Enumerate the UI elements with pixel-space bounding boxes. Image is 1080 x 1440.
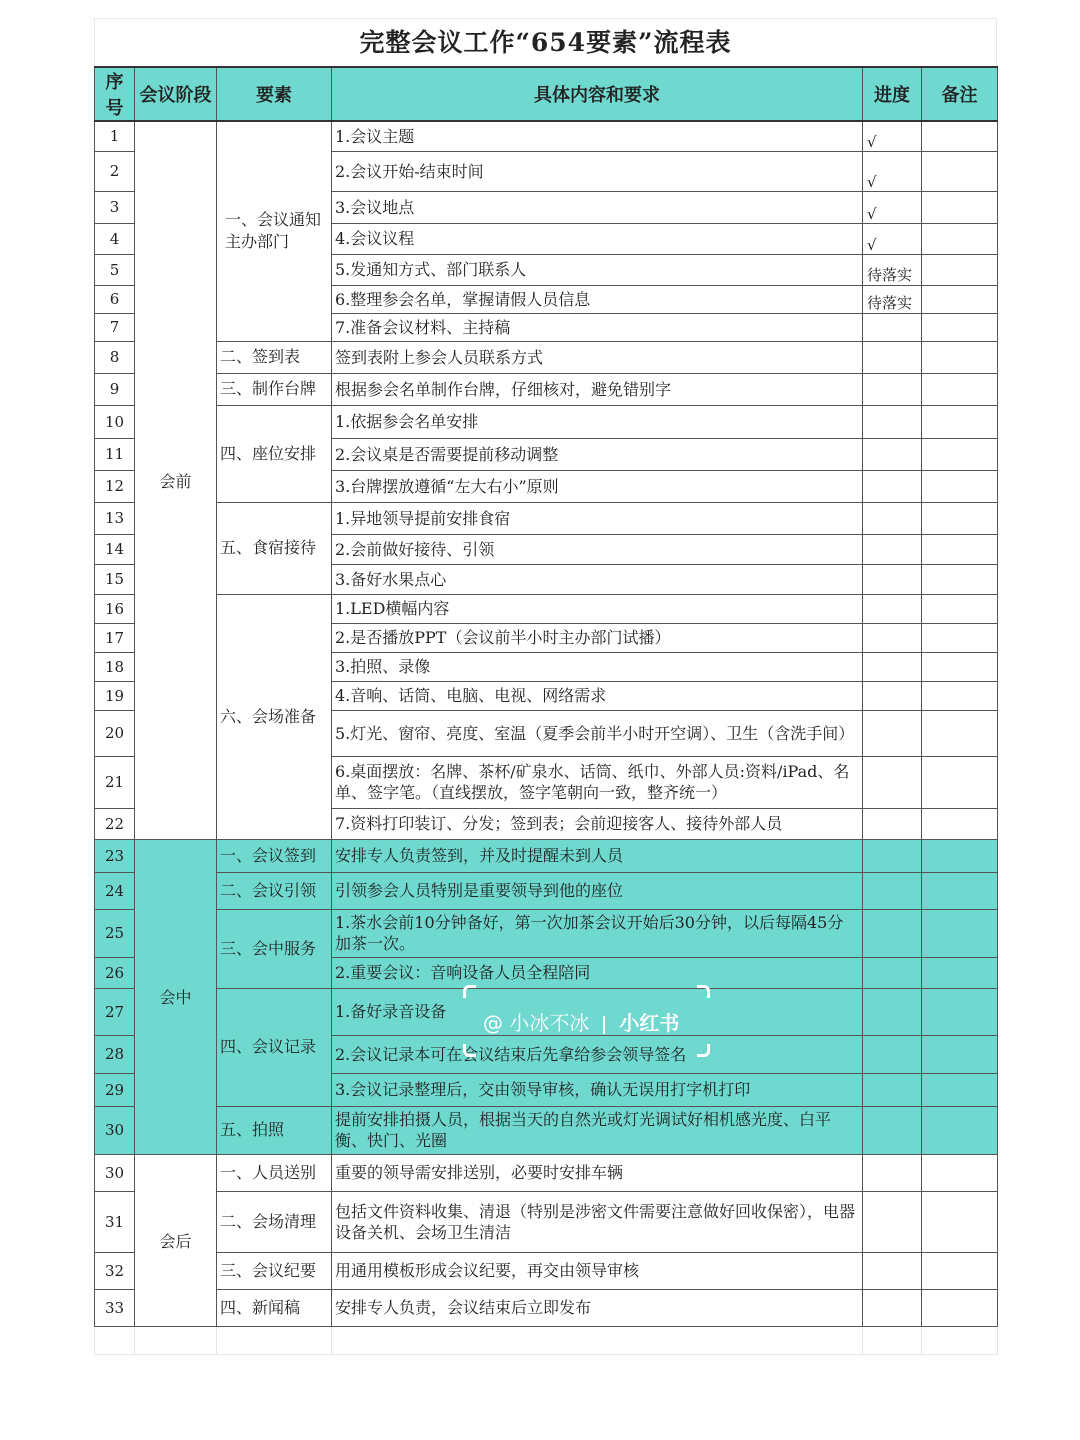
watermark-handle: @ 小冰不冰 <box>483 1011 590 1035</box>
row-number: 11 <box>95 438 135 470</box>
row-number: 12 <box>95 470 135 502</box>
spreadsheet <box>94 18 997 1355</box>
empty-row <box>95 1326 998 1354</box>
row-number: 22 <box>95 808 135 839</box>
phase-during: 会中 <box>135 839 217 1154</box>
progress-cell <box>863 1252 922 1289</box>
row-number: 23 <box>95 839 135 872</box>
progress-cell <box>863 681 922 710</box>
content-cell: 引领参会人员特别是重要领导到他的座位 <box>332 872 863 909</box>
content-cell: 提前安排拍摄人员，根据当天的自然光或灯光调试好相机感光度、白平衡、快门、光圈 <box>332 1106 863 1154</box>
progress-cell <box>863 438 922 470</box>
progress-cell: √ <box>863 121 922 151</box>
content-cell: 安排专人负责，会议结束后立即发布 <box>332 1289 863 1326</box>
table-row <box>95 1154 998 1191</box>
progress-cell <box>863 534 922 564</box>
remarks-cell <box>922 839 998 872</box>
remarks-cell <box>922 534 998 564</box>
watermark-text <box>483 1007 679 1036</box>
table-row <box>95 1191 998 1252</box>
row-number: 31 <box>95 1191 135 1252</box>
row-number: 2 <box>95 151 135 191</box>
content-cell: 重要的领导需安排送别，必要时安排车辆 <box>332 1154 863 1191</box>
content-cell: 5.发通知方式、部门联系人 <box>332 254 863 285</box>
header-row <box>95 67 998 121</box>
empty-cell <box>217 1326 332 1354</box>
remarks-cell <box>922 254 998 285</box>
remarks-cell <box>922 1252 998 1289</box>
table-row <box>95 872 998 909</box>
table-row <box>95 1106 998 1154</box>
page-title: 完整会议工作“654要素”流程表 <box>94 18 997 66</box>
progress-cell <box>863 710 922 756</box>
row-number: 8 <box>95 341 135 373</box>
progress-cell <box>863 623 922 652</box>
content-cell: 7.准备会议材料、主持稿 <box>332 313 863 341</box>
watermark-brand: 小红书 <box>619 1011 680 1035</box>
row-number: 19 <box>95 681 135 710</box>
progress-cell: √ <box>863 151 922 191</box>
content-cell: 1.茶水会前10分钟备好，第一次加茶会议开始后30分钟，以后每隔45分加茶一次。 <box>332 909 863 957</box>
content-cell: 3.拍照、录像 <box>332 652 863 681</box>
progress-cell <box>863 373 922 405</box>
progress-cell <box>863 909 922 957</box>
element-guiding: 二、会议引领 <box>217 872 332 909</box>
remarks-cell <box>922 1073 998 1106</box>
remarks-cell <box>922 341 998 373</box>
row-number: 13 <box>95 502 135 534</box>
content-cell: 签到表附上参会人员联系方式 <box>332 341 863 373</box>
empty-cell <box>332 1326 863 1354</box>
progress-cell <box>863 756 922 808</box>
watermark-divider <box>603 1016 605 1034</box>
progress-cell <box>863 1035 922 1073</box>
element-cleanup: 二、会场清理 <box>217 1191 332 1252</box>
remarks-cell <box>922 808 998 839</box>
remarks-cell <box>922 405 998 438</box>
row-number: 29 <box>95 1073 135 1106</box>
progress-cell <box>863 405 922 438</box>
table-row <box>95 121 998 151</box>
content-cell: 2.重要会议：音响设备人员全程陪同 <box>332 957 863 988</box>
element-press: 四、新闻稿 <box>217 1289 332 1326</box>
content-cell: 3.会议记录整理后，交由领导审核，确认无误用打字机打印 <box>332 1073 863 1106</box>
progress-cell <box>863 313 922 341</box>
watermark <box>463 985 710 1057</box>
header-element: 要素 <box>217 67 332 121</box>
progress-cell <box>863 1289 922 1326</box>
table-row <box>95 839 998 872</box>
progress-cell <box>863 1073 922 1106</box>
row-number: 5 <box>95 254 135 285</box>
row-number: 21 <box>95 756 135 808</box>
content-cell: 4.音响、话筒、电脑、电视、网络需求 <box>332 681 863 710</box>
remarks-cell <box>922 872 998 909</box>
table-row <box>95 502 998 534</box>
content-cell: 1.备好录音设备 <box>332 988 863 1035</box>
content-cell: 2.会前做好接待、引领 <box>332 534 863 564</box>
remarks-cell <box>922 756 998 808</box>
content-cell: 包括文件资料收集、清退（特别是涉密文件需要注意做好回收保密），电器设备关机、会场卫生清洁 <box>332 1191 863 1252</box>
remarks-cell <box>922 1191 998 1252</box>
watermark-corner <box>463 985 476 998</box>
header-no: 序号 <box>95 67 135 121</box>
header-phase: 会议阶段 <box>135 67 217 121</box>
row-number: 25 <box>95 909 135 957</box>
empty-cell <box>922 1326 998 1354</box>
row-number: 24 <box>95 872 135 909</box>
header-remarks: 备注 <box>922 67 998 121</box>
content-cell: 2.会议桌是否需要提前移动调整 <box>332 438 863 470</box>
content-cell: 4.会议议程 <box>332 223 863 254</box>
progress-cell <box>863 502 922 534</box>
progress-cell: 待落实 <box>863 285 922 313</box>
element-notice: 一、会议通知主办部门 <box>217 121 332 341</box>
remarks-cell <box>922 1106 998 1154</box>
progress-cell <box>863 808 922 839</box>
empty-cell <box>95 1326 135 1354</box>
remarks-cell <box>922 1035 998 1073</box>
progress-cell <box>863 1191 922 1252</box>
row-number: 28 <box>95 1035 135 1073</box>
row-number: 3 <box>95 191 135 223</box>
remarks-cell <box>922 594 998 623</box>
remarks-cell <box>922 313 998 341</box>
remarks-cell <box>922 438 998 470</box>
row-number: 9 <box>95 373 135 405</box>
remarks-cell <box>922 151 998 191</box>
content-cell: 3.会议地点 <box>332 191 863 223</box>
remarks-cell <box>922 223 998 254</box>
progress-cell <box>863 988 922 1035</box>
progress-cell <box>863 1106 922 1154</box>
element-summary: 三、会议纪要 <box>217 1252 332 1289</box>
remarks-cell <box>922 957 998 988</box>
remarks-cell <box>922 121 998 151</box>
progress-cell: 待落实 <box>863 254 922 285</box>
remarks-cell <box>922 681 998 710</box>
element-checkin: 一、会议签到 <box>217 839 332 872</box>
content-cell: 1.会议主题 <box>332 121 863 151</box>
row-number: 15 <box>95 564 135 594</box>
remarks-cell <box>922 1154 998 1191</box>
progress-cell <box>863 1154 922 1191</box>
progress-cell: √ <box>863 223 922 254</box>
element-seating: 四、座位安排 <box>217 405 332 502</box>
element-hospitality: 五、食宿接待 <box>217 502 332 594</box>
watermark-corner <box>697 985 710 998</box>
content-cell: 1.LED横幅内容 <box>332 594 863 623</box>
header-content: 具体内容和要求 <box>332 67 863 121</box>
row-number: 27 <box>95 988 135 1035</box>
content-cell: 6.整理参会名单，掌握请假人员信息 <box>332 285 863 313</box>
header-progress: 进度 <box>863 67 922 121</box>
progress-cell: √ <box>863 191 922 223</box>
table-row <box>95 1252 998 1289</box>
progress-cell <box>863 564 922 594</box>
content-cell: 2.会议记录本可在会议结束后先拿给参会领导签名 <box>332 1035 863 1073</box>
row-number: 14 <box>95 534 135 564</box>
content-cell: 安排专人负责签到，并及时提醒未到人员 <box>332 839 863 872</box>
watermark-corner <box>463 1044 476 1057</box>
remarks-cell <box>922 652 998 681</box>
content-cell: 1.异地领导提前安排食宿 <box>332 502 863 534</box>
row-number: 4 <box>95 223 135 254</box>
content-cell: 3.台牌摆放遵循“左大右小”原则 <box>332 470 863 502</box>
element-minutes: 四、会议记录 <box>217 988 332 1106</box>
progress-cell <box>863 594 922 623</box>
remarks-cell <box>922 373 998 405</box>
remarks-cell <box>922 191 998 223</box>
progress-cell <box>863 470 922 502</box>
content-cell: 2.是否播放PPT（会议前半小时主办部门试播） <box>332 623 863 652</box>
row-number: 16 <box>95 594 135 623</box>
flow-table <box>94 66 998 1355</box>
row-number: 30 <box>95 1106 135 1154</box>
row-number: 18 <box>95 652 135 681</box>
element-signin-sheet: 二、签到表 <box>217 341 332 373</box>
content-cell: 6.桌面摆放：名牌、茶杯/矿泉水、话筒、纸巾、外部人员:资料/iPad、名单、签字笔。（直线摆放，签字笔朝向一致，整齐统一） <box>332 756 863 808</box>
empty-cell <box>135 1326 217 1354</box>
remarks-cell <box>922 988 998 1035</box>
row-number: 20 <box>95 710 135 756</box>
content-cell: 5.灯光、窗帘、亮度、室温（夏季会前半小时开空调）、卫生（含洗手间） <box>332 710 863 756</box>
remarks-cell <box>922 623 998 652</box>
remarks-cell <box>922 1289 998 1326</box>
remarks-cell <box>922 502 998 534</box>
element-service: 三、会中服务 <box>217 909 332 988</box>
remarks-cell <box>922 909 998 957</box>
row-number: 10 <box>95 405 135 438</box>
row-number: 6 <box>95 285 135 313</box>
row-number: 33 <box>95 1289 135 1326</box>
table-row <box>95 594 998 623</box>
progress-cell <box>863 957 922 988</box>
content-cell: 2.会议开始-结束时间 <box>332 151 863 191</box>
table-row <box>95 1289 998 1326</box>
progress-cell <box>863 839 922 872</box>
element-name-cards: 三、制作台牌 <box>217 373 332 405</box>
remarks-cell <box>922 470 998 502</box>
content-cell: 用通用模板形成会议纪要，再交由领导审核 <box>332 1252 863 1289</box>
progress-cell <box>863 872 922 909</box>
content-cell: 3.备好水果点心 <box>332 564 863 594</box>
progress-cell <box>863 652 922 681</box>
row-number: 30 <box>95 1154 135 1191</box>
row-number: 17 <box>95 623 135 652</box>
content-cell: 根据参会名单制作台牌，仔细核对，避免错别字 <box>332 373 863 405</box>
remarks-cell <box>922 285 998 313</box>
table-row <box>95 909 998 957</box>
table-row <box>95 405 998 438</box>
progress-cell <box>863 341 922 373</box>
table-row <box>95 373 998 405</box>
table-row <box>95 341 998 373</box>
content-cell: 1.依据参会名单安排 <box>332 405 863 438</box>
phase-before: 会前 <box>135 121 217 839</box>
remarks-cell <box>922 710 998 756</box>
remarks-cell <box>922 564 998 594</box>
content-cell: 7.资料打印装订、分发；签到表；会前迎接客人、接待外部人员 <box>332 808 863 839</box>
row-number: 32 <box>95 1252 135 1289</box>
row-number: 1 <box>95 121 135 151</box>
element-farewell: 一、人员送别 <box>217 1154 332 1191</box>
empty-cell <box>863 1326 922 1354</box>
element-photo: 五、拍照 <box>217 1106 332 1154</box>
element-venue-prep: 六、会场准备 <box>217 594 332 839</box>
row-number: 7 <box>95 313 135 341</box>
watermark-corner <box>697 1044 710 1057</box>
row-number: 26 <box>95 957 135 988</box>
phase-after: 会后 <box>135 1154 217 1326</box>
